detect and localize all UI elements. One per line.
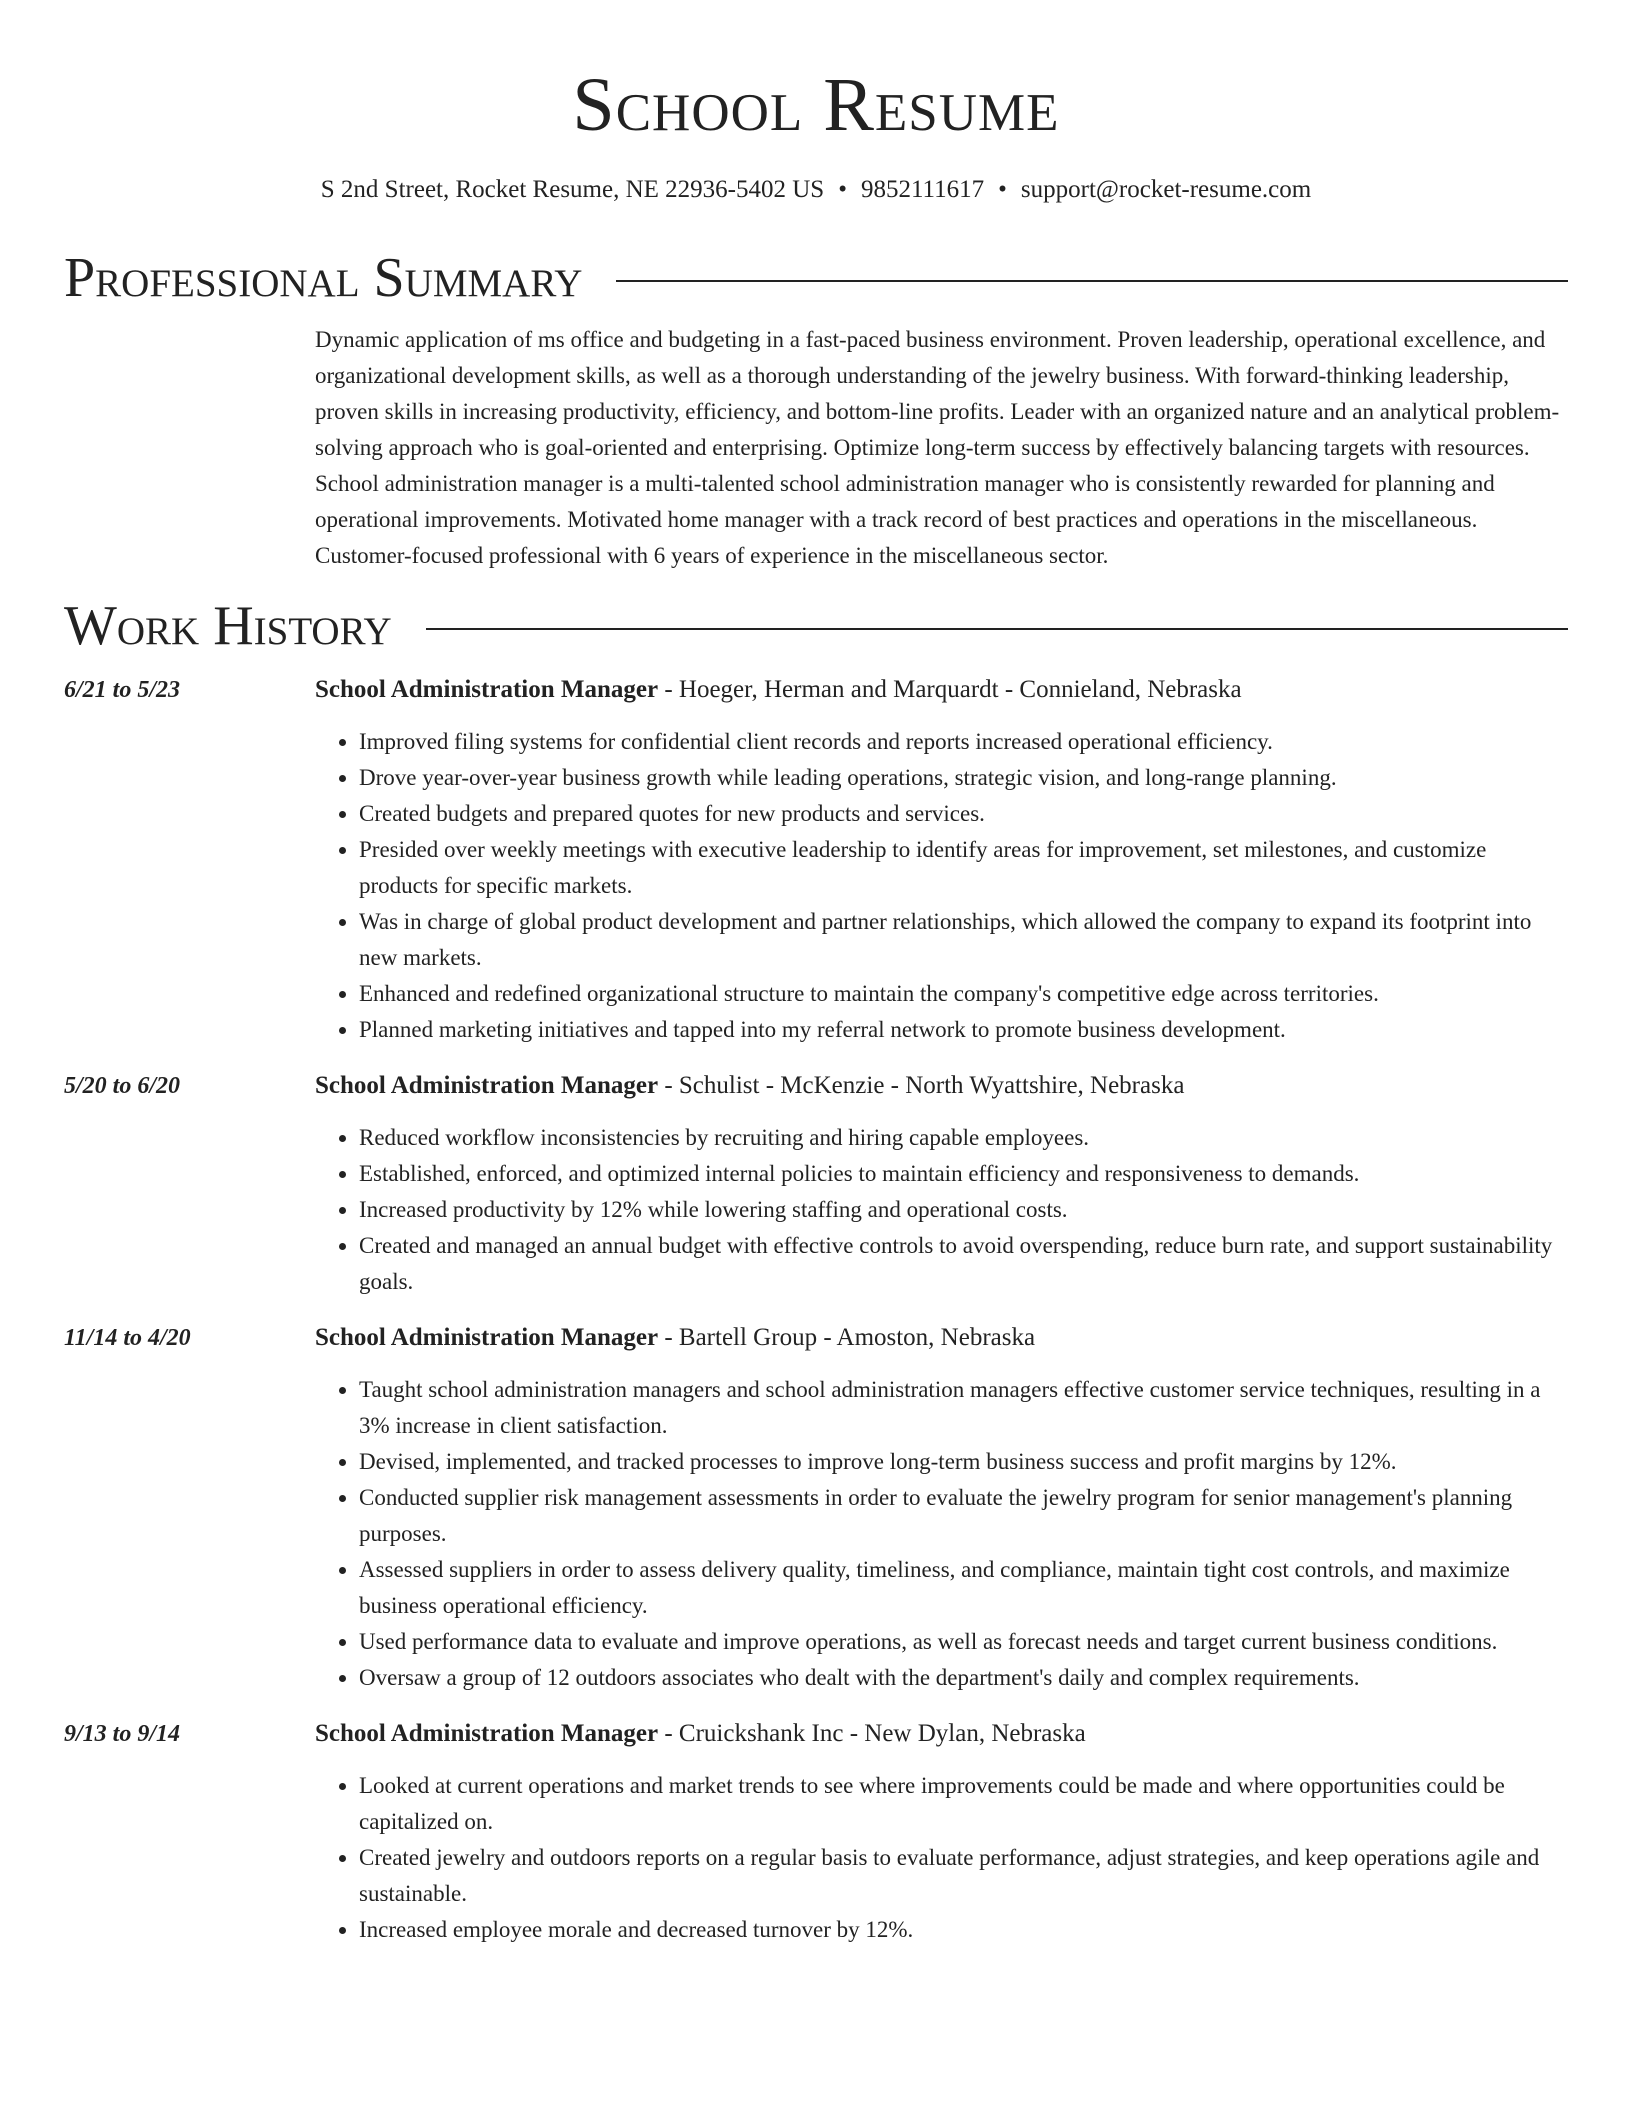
job-body <box>315 1320 1568 1696</box>
job-bullet: • Oversaw a group of 12 outdoors associates who dealt with the department's daily and complex requirements. <box>359 1660 1568 1696</box>
contact-email: support@rocket-resume.com <box>1020 176 1312 203</box>
job-bullet-list <box>315 1372 1568 1696</box>
summary-text: Dynamic application of ms office and budgeting in a fast-paced business environment. Proven leadership, operational excellence, and organizational development skills, as well as a thorough understanding of the jewelry business. With forward-thinking leadership, proven skills in increasing productivity, efficiency, and bottom-line profits. Leader with an organized nature and an analytical problem-solving approach who is goal-oriented and enterprising. Optimize long-term success by effectively balancing targets with resources. School administration manager is a multi-talented school administration manager who is consistently rewarded for planning and operational improvements. Motivated home manager with a track record of best practices and operations in the miscellaneous. Customer-focused professional with 6 years of experience in the miscellaneous sector. <box>315 327 1560 568</box>
job-heading <box>315 672 1568 708</box>
job-bullet: • Improved filing systems for confidential client records and reports increased operational efficiency. <box>359 724 1568 760</box>
job-bullet: • Established, enforced, and optimized internal policies to maintain efficiency and responsiveness to demands. <box>359 1156 1568 1192</box>
work-section-header <box>64 594 1568 658</box>
work-history-list <box>64 672 1568 1948</box>
job-body <box>315 1716 1568 1948</box>
job-title: School Administration Manager <box>315 676 659 703</box>
job-bullet: • Devised, implemented, and tracked processes to improve long-term business success and profit margins by 12%. <box>359 1444 1568 1480</box>
job-bullet: • Created and managed an annual budget with effective controls to avoid overspending, reduce burn rate, and support sustainability goals. <box>359 1228 1568 1300</box>
job-dates: 9/13 to 9/14 <box>64 1721 181 1747</box>
job-bullet: • Created budgets and prepared quotes for new products and services. <box>359 796 1568 832</box>
job-dates: 5/20 to 6/20 <box>64 1073 181 1099</box>
job-bullet: • Conducted supplier risk management assessments in order to evaluate the jewelry program for senior management's planning purposes. <box>359 1480 1568 1552</box>
job-dates: 11/14 to 4/20 <box>64 1325 191 1351</box>
job-bullet-list <box>315 724 1568 1048</box>
job-heading <box>315 1716 1568 1752</box>
job-body <box>315 1068 1568 1300</box>
job-bullet: • Used performance data to evaluate and improve operations, as well as forecast needs and target current business conditions. <box>359 1624 1568 1660</box>
job-bullet: • Created jewelry and outdoors reports on a regular basis to evaluate performance, adjust strategies, and keep operations agile and sustainable. <box>359 1840 1568 1912</box>
work-section-title: Work History <box>64 595 392 657</box>
contact-phone: 9852111617 <box>860 176 985 203</box>
job-bullet: • Presided over weekly meetings with executive leadership to identify areas for improvement, set milestones, and customize products for specific markets. <box>359 832 1568 904</box>
job-bullet: • Assessed suppliers in order to assess delivery quality, timeliness, and compliance, maintain tight cost controls, and maximize business operational efficiency. <box>359 1552 1568 1624</box>
job-bullet: • Increased employee morale and decreased turnover by 12%. <box>359 1912 1568 1948</box>
job-bullet: • Planned marketing initiatives and tapped into my referral network to promote business development. <box>359 1012 1568 1048</box>
job-heading <box>315 1320 1568 1356</box>
job-heading <box>315 1068 1568 1104</box>
job-title: School Administration Manager <box>315 1072 659 1099</box>
resume-name: School Resume <box>572 63 1060 147</box>
summary-section-header <box>64 246 1568 310</box>
section-divider <box>616 280 1568 282</box>
job-bullet: • Enhanced and redefined organizational structure to maintain the company's competitive edge across territories. <box>359 976 1568 1012</box>
contact-separator: • <box>838 176 847 203</box>
job-bullet: • Reduced workflow inconsistencies by recruiting and hiring capable employees. <box>359 1120 1568 1156</box>
contact-address: S 2nd Street, Rocket Resume, NE 22936-5402 US <box>320 176 825 203</box>
job-company-location: - Cruickshank Inc - New Dylan, Nebraska <box>658 1720 1086 1747</box>
job-body <box>315 672 1568 1048</box>
job-bullet-list <box>315 1768 1568 1948</box>
contact-line <box>64 174 1568 206</box>
job-title: School Administration Manager <box>315 1324 659 1351</box>
job-entry <box>64 1716 1568 1948</box>
contact-separator: • <box>998 176 1007 203</box>
job-title: School Administration Manager <box>315 1720 659 1747</box>
job-bullet-list <box>315 1120 1568 1300</box>
summary-section-title: Professional Summary <box>64 247 583 309</box>
section-divider <box>426 628 1568 630</box>
job-entry <box>64 1068 1568 1300</box>
job-bullet: • Taught school administration managers and school administration managers effective customer service techniques, resulting in a 3% increase in client satisfaction. <box>359 1372 1568 1444</box>
job-bullet: • Increased productivity by 12% while lowering staffing and operational costs. <box>359 1192 1568 1228</box>
job-company-location: - Bartell Group - Amoston, Nebraska <box>658 1324 1036 1351</box>
job-company-location: - Hoeger, Herman and Marquardt - Connieland, Nebraska <box>658 676 1242 703</box>
job-entry <box>64 672 1568 1048</box>
job-bullet: • Drove year-over-year business growth while leading operations, strategic vision, and long-range planning. <box>359 760 1568 796</box>
job-bullet: • Was in charge of global product development and partner relationships, which allowed the company to expand its footprint into new markets. <box>359 904 1568 976</box>
job-entry <box>64 1320 1568 1696</box>
job-dates: 6/21 to 5/23 <box>64 677 181 703</box>
job-company-location: - Schulist - McKenzie - North Wyattshire, Nebraska <box>658 1072 1185 1099</box>
job-bullet: • Looked at current operations and market trends to see where improvements could be made and where opportunities could be capitalized on. <box>359 1768 1568 1840</box>
